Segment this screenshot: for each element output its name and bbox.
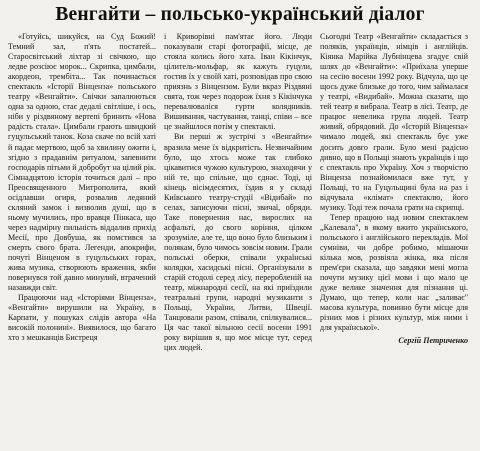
column-3-paragraph-2: Тепер працюю над новим спектаклем „Калевала", в якому вжито українського, польського і англійського перекладів. Мої сумніви, чи добре робимо, мішаючи кілька мов, розвіяла жінка, яка після прем'єри сказала, що завдяки мені могла почути музику цієї мови і що мало це дуже велике значення для пізнання ці. Думаю, що тепер, коли нас „заливає" масова культура, повинно бути місце для різних мов і різних культур, між ними і для української». — [320, 212, 468, 333]
column-1-paragraph-2: Працюючи над «Історіями Вінценза», «Венгайти» вирушили на Україну, в Карпати, у пошуках слідів автора «На високій полонині». Виявилося, що багато хто з мешканців Бистреця — [8, 293, 156, 343]
column-2-paragraph-1: і Криворівні пам'ятає його. Люди показували старі фотографії, місце, де стояла колись його хата. Іван Кікінчук, цілитель-мольфар, як кажуть гуцули, гостив їх у своїй хаті, розповідав про свою приязнь з Вінцензом. Були вкраз Різдвяні свята, тож через подорож їхня з Кікінчука перевалюваліся гурти колядників. Вишивання, частування, танці, співи – все це знайшлося потім у спектаклі. — [164, 32, 312, 132]
author-signature: Сергій Петриченко — [398, 336, 468, 346]
article-column-2 — [164, 32, 312, 354]
column-2-paragraph-2: Ви перші ж зустрічі з «Венгайти» вразила мене їх відкритість. Незвичайним було, що хтось може так глибоко цікавитися чужою культурою, знаходячи у ній те, що спільне, що єднає. Тоді, ці кінець вісімдесятих, їздив я у складі Київського театру-студії «Відибай» по селах, записуючи пісні, звичаї, обряди. Таке повернення нас, вирослих на асфальті, до свого коріння, цілком зрозуміле, але те, що воно було близьким і полякам, було чимось зовсім новим. Грали польські оберки, співали українські колядки, хасидські пісні. Організували в старій стодолі серед лісу, переробленій на театр, міжнародні сесії, на які приїздили театральні групи, народні музиканти з Польщі, України, Литви, Швеції. Танцювали разом, співали, спілкувалися... Ця час такої вільною сесії восени 1991 року вирішив я, що моє місце тут, серед цих людей. — [164, 132, 312, 353]
article-column-3 — [320, 32, 468, 354]
article-column-1 — [8, 32, 156, 354]
column-3-paragraph-1: Сьогодні Театр «Венгайти» складається з поляків, українців, німців і англійців. Кіянка Марійка Лубнінцева згадує свій шлях до «Венгайти»: «Приїхала уперше на сесію восени 1992 року. Відчула, що це щось дуже близьке до того, чим займалася у театрі, «Видибай». Можна сказати, що тей театр я вибрала. Театр в лісі. Театр, де працює невелика група людей. Театр живий, обрядовий. До «Історій Вінценза» чимало людей, які спектакль бує уже досить довго грали. Було мені радісно дивно, що в Польщі знають українців і що є спектакль про Україну. Хоч з творчістю Вінценза познайомилася вже тут, у Польщі, то на Гуцульщині була на раз і відчувала «клімат» спектаклю, його музику. Тоді теж почала грати на скрипці. — [320, 32, 468, 212]
article-headline: Венгайти – польсько-український діалог — [55, 4, 425, 25]
column-1-paragraph-1: «Готуйсь, шикуйся, на Суд Божий! Темний зал, п'ять постатей... Старосвітський ліхтар зі свічкою, що ледве розсіює морок... Скрипка, цимбали, акордеон, трембіта... Так починається спектакль «Історії Вінценза» польського театру «Венгайти». Свічки запалюються одна за одною, стає дедалі світліше, і ось, ніби у різдвяному вертепі бринить «Нова радість стала». Цимбали грають швидкий гуцульський танок. Коза скаче по всій хаті й падає мертвою, щоб за хвилину ожити і, згідно з прадавнім ритуалом, запевнити господарів пітьми й добробут на цілий рік. Сімнадцятою історія точиться далі – про Преосвященного Митрополита, який осідлавши огиря, розвалив ледяний скляний замок і визволив душі, що в ньому мучились, про вравця Пінкаса, що через надмірну пильність віддалив прихід Месії, про Довбуша, як помстився за смерть свого брата. Легенди, апокрифи, почуті Вінценом в гуцульських горах, жива музика, створюють враження, якби повернувся той давно минулий, втрачений назавжди світ. — [8, 32, 156, 293]
article-columns — [8, 32, 472, 354]
